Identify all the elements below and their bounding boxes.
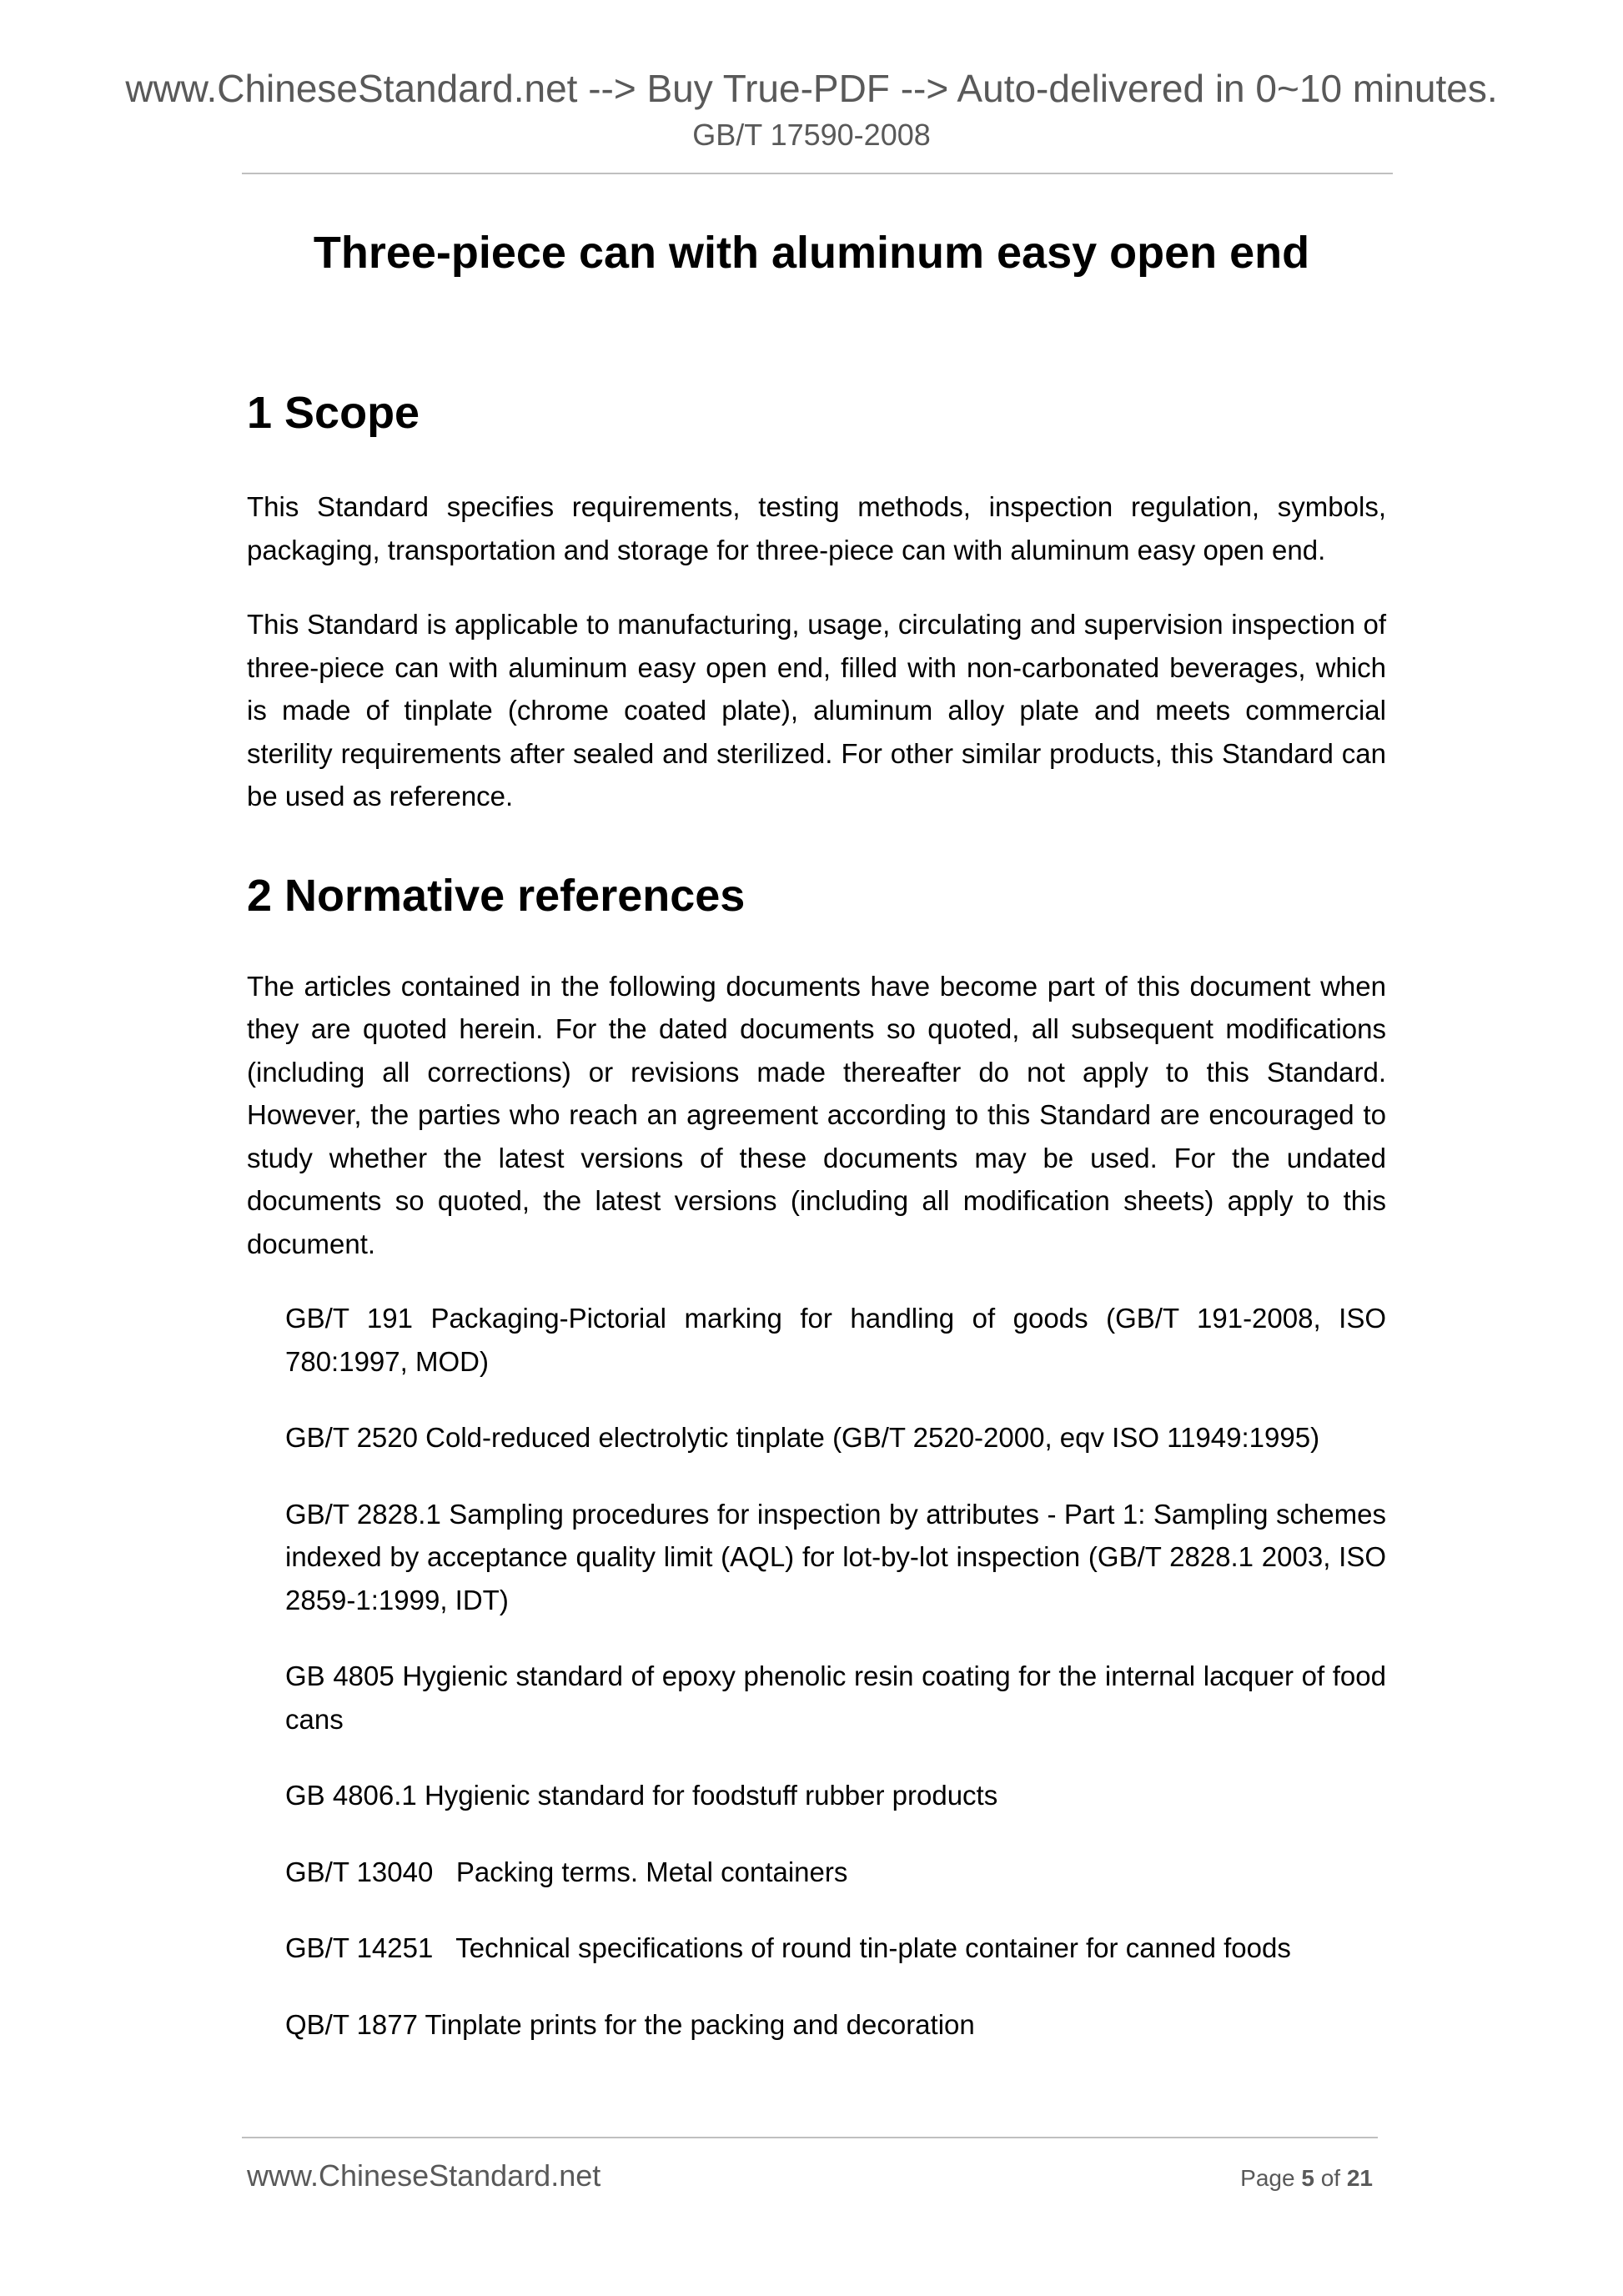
footer-website: www.ChineseStandard.net: [247, 2158, 601, 2193]
reference-item: GB/T 191 Packaging-Pictorial marking for handling of goods (GB/T 191-2008, ISO 780:1997, MOD): [285, 1303, 1386, 1377]
section-heading-scope: 1 Scope: [247, 388, 420, 438]
page-of-label: of: [1320, 2165, 1341, 2191]
header-standard-code: GB/T 17590-2008: [692, 118, 931, 152]
reference-item: QB/T 1877 Tinplate prints for the packing and decoration: [285, 2008, 975, 2040]
section-heading-normative-references: 2 Normative references: [247, 870, 746, 921]
scope-paragraph: This Standard specifies requirements, testing methods, inspection regulation, symbols, packaging, transportation and storage for three-piece can with aluminum easy open end.: [247, 491, 1386, 565]
footer-divider: [242, 2137, 1378, 2138]
page-total: 21: [1346, 2165, 1373, 2191]
document-title: Three-piece can with aluminum easy open end: [313, 228, 1310, 278]
reference-item: GB/T 13040 Packing terms. Metal containers: [285, 1856, 848, 1887]
page-label: Page: [1240, 2165, 1295, 2191]
page-number: [1240, 2162, 1373, 2195]
header-banner: www.ChineseStandard.net --> Buy True-PDF --> Auto-delivered in 0~10 minutes.: [125, 67, 1498, 110]
header-divider: [242, 173, 1393, 174]
reference-item: GB 4805 Hygienic standard of epoxy phenolic resin coating for the internal lacquer of food cans: [285, 1660, 1386, 1735]
reference-list: [247, 1297, 1386, 2046]
reference-item: GB/T 2520 Cold-reduced electrolytic tinplate (GB/T 2520-2000, eqv ISO 11949:1995): [285, 1422, 1320, 1453]
reference-item: GB/T 14251 Technical specifications of round tin-plate container for canned foods: [285, 1932, 1291, 1963]
document-body: [247, 384, 1386, 2046]
reference-item: GB/T 2828.1 Sampling procedures for inspection by attributes - Part 1: Sampling schemes indexed by acceptance quality limit (AQL) for lot-by-lot inspection (GB/T 2828.1 2003, ISO 2859-1:1999, IDT): [285, 1498, 1386, 1615]
page-current: 5: [1301, 2165, 1314, 2191]
reference-item: GB 4806.1 Hygienic standard for foodstuff rubber products: [285, 1780, 998, 1811]
scope-paragraph: This Standard is applicable to manufacturing, usage, circulating and supervision inspection of three-piece can with aluminum easy open end, filled with non-carbonated beverages, which is made of tinplate (chrome coated plate), aluminum alloy plate and meets commercial sterility requirements after sealed and sterilized. For other similar products, this Standard can be used as reference.: [247, 609, 1386, 811]
references-intro-paragraph: The articles contained in the following documents have become part of this document when they are quoted herein. For the dated documents so quoted, all subsequent modifications (including all corrections) or revisions made thereafter do not apply to this Standard. However, the parties who reach an agreement according to this Standard are encouraged to study whether the latest versions of these documents may be used. For the undated documents so quoted, the latest versions (including all modification sheets) apply to this document.: [247, 970, 1386, 1259]
